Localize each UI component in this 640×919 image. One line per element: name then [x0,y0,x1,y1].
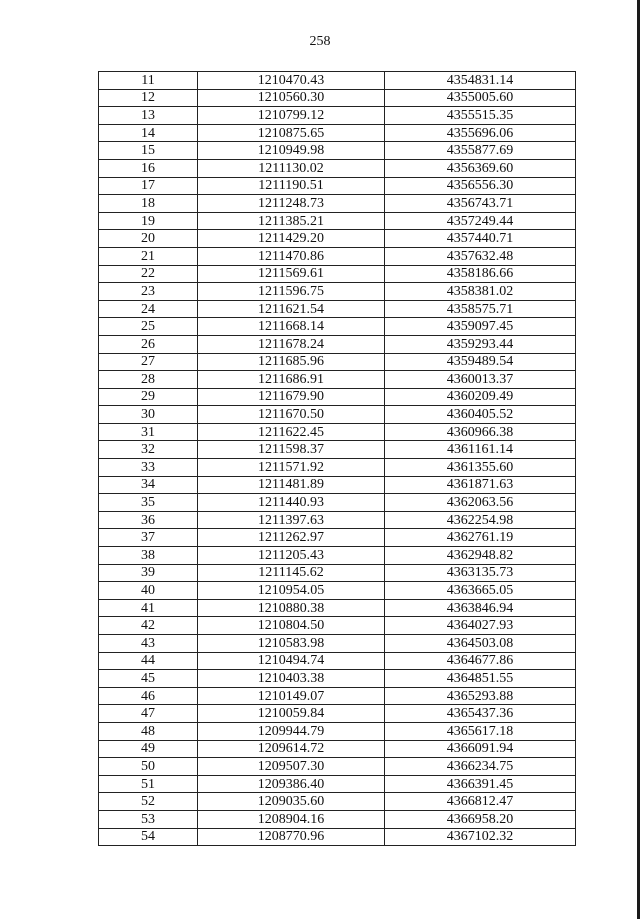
y-coordinate-cell: 4358381.02 [385,283,576,301]
x-coordinate-cell: 1211429.20 [198,230,385,248]
table-row [99,423,576,441]
table-row [99,564,576,582]
table-row [99,353,576,371]
point-number-cell: 52 [99,793,198,811]
table-row [99,459,576,477]
y-coordinate-cell: 4362254.98 [385,511,576,529]
point-number-cell: 19 [99,212,198,230]
y-coordinate-cell: 4357632.48 [385,247,576,265]
y-coordinate-cell: 4355877.69 [385,142,576,160]
x-coordinate-cell: 1211262.97 [198,529,385,547]
point-number-cell: 27 [99,353,198,371]
point-number-cell: 11 [99,72,198,90]
x-coordinate-cell: 1211678.24 [198,335,385,353]
table-row [99,670,576,688]
x-coordinate-cell: 1211130.02 [198,159,385,177]
y-coordinate-cell: 4354831.14 [385,72,576,90]
table-row [99,247,576,265]
point-number-cell: 43 [99,635,198,653]
x-coordinate-cell: 1210949.98 [198,142,385,160]
table-row [99,652,576,670]
x-coordinate-cell: 1211190.51 [198,177,385,195]
x-coordinate-cell: 1211481.89 [198,476,385,494]
table-row [99,740,576,758]
table-row [99,828,576,846]
y-coordinate-cell: 4358186.66 [385,265,576,283]
table-row [99,810,576,828]
point-number-cell: 33 [99,459,198,477]
coordinates-table [98,71,576,846]
y-coordinate-cell: 4363846.94 [385,599,576,617]
point-number-cell: 47 [99,705,198,723]
point-number-cell: 42 [99,617,198,635]
y-coordinate-cell: 4364677.86 [385,652,576,670]
point-number-cell: 49 [99,740,198,758]
x-coordinate-cell: 1210059.84 [198,705,385,723]
table-row [99,494,576,512]
x-coordinate-cell: 1211145.62 [198,564,385,582]
y-coordinate-cell: 4361871.63 [385,476,576,494]
page-number: 258 [309,34,331,49]
y-coordinate-cell: 4360209.49 [385,388,576,406]
x-coordinate-cell: 1211686.91 [198,371,385,389]
x-coordinate-cell: 1210403.38 [198,670,385,688]
y-coordinate-cell: 4366234.75 [385,758,576,776]
table-row [99,335,576,353]
point-number-cell: 29 [99,388,198,406]
x-coordinate-cell: 1208904.16 [198,810,385,828]
table-row [99,476,576,494]
table-row [99,107,576,125]
x-coordinate-cell: 1211668.14 [198,318,385,336]
y-coordinate-cell: 4355005.60 [385,89,576,107]
x-coordinate-cell: 1210494.74 [198,652,385,670]
point-number-cell: 46 [99,687,198,705]
table-row [99,582,576,600]
x-coordinate-cell: 1211679.90 [198,388,385,406]
table-row [99,72,576,90]
point-number-cell: 17 [99,177,198,195]
y-coordinate-cell: 4365617.18 [385,722,576,740]
x-coordinate-cell: 1211598.37 [198,441,385,459]
x-coordinate-cell: 1210875.65 [198,124,385,142]
y-coordinate-cell: 4356556.30 [385,177,576,195]
y-coordinate-cell: 4364503.08 [385,635,576,653]
x-coordinate-cell: 1209614.72 [198,740,385,758]
table-row [99,547,576,565]
coordinates-table-body [99,72,576,846]
point-number-cell: 51 [99,775,198,793]
y-coordinate-cell: 4357249.44 [385,212,576,230]
y-coordinate-cell: 4360405.52 [385,406,576,424]
table-row [99,705,576,723]
x-coordinate-cell: 1209386.40 [198,775,385,793]
y-coordinate-cell: 4361161.14 [385,441,576,459]
table-row [99,388,576,406]
x-coordinate-cell: 1210954.05 [198,582,385,600]
point-number-cell: 25 [99,318,198,336]
table-row [99,230,576,248]
point-number-cell: 53 [99,810,198,828]
y-coordinate-cell: 4361355.60 [385,459,576,477]
point-number-cell: 28 [99,371,198,389]
table-row [99,300,576,318]
table-row [99,318,576,336]
x-coordinate-cell: 1211622.45 [198,423,385,441]
x-coordinate-cell: 1210470.43 [198,72,385,90]
y-coordinate-cell: 4355696.06 [385,124,576,142]
y-coordinate-cell: 4363135.73 [385,564,576,582]
point-number-cell: 54 [99,828,198,846]
x-coordinate-cell: 1209507.30 [198,758,385,776]
point-number-cell: 45 [99,670,198,688]
y-coordinate-cell: 4359489.54 [385,353,576,371]
y-coordinate-cell: 4365437.36 [385,705,576,723]
x-coordinate-cell: 1210880.38 [198,599,385,617]
table-row [99,195,576,213]
point-number-cell: 13 [99,107,198,125]
y-coordinate-cell: 4367102.32 [385,828,576,846]
y-coordinate-cell: 4362063.56 [385,494,576,512]
y-coordinate-cell: 4358575.71 [385,300,576,318]
x-coordinate-cell: 1211621.54 [198,300,385,318]
table-row [99,265,576,283]
point-number-cell: 23 [99,283,198,301]
table-row [99,529,576,547]
table-row [99,406,576,424]
y-coordinate-cell: 4360013.37 [385,371,576,389]
point-number-cell: 38 [99,547,198,565]
x-coordinate-cell: 1210560.30 [198,89,385,107]
x-coordinate-cell: 1211685.96 [198,353,385,371]
point-number-cell: 48 [99,722,198,740]
x-coordinate-cell: 1209944.79 [198,722,385,740]
y-coordinate-cell: 4360966.38 [385,423,576,441]
x-coordinate-cell: 1211670.50 [198,406,385,424]
point-number-cell: 12 [99,89,198,107]
point-number-cell: 40 [99,582,198,600]
table-row [99,775,576,793]
y-coordinate-cell: 4357440.71 [385,230,576,248]
point-number-cell: 21 [99,247,198,265]
x-coordinate-cell: 1210149.07 [198,687,385,705]
y-coordinate-cell: 4366958.20 [385,810,576,828]
y-coordinate-cell: 4359293.44 [385,335,576,353]
table-row [99,159,576,177]
y-coordinate-cell: 4366812.47 [385,793,576,811]
point-number-cell: 22 [99,265,198,283]
x-coordinate-cell: 1211569.61 [198,265,385,283]
table-row [99,371,576,389]
y-coordinate-cell: 4355515.35 [385,107,576,125]
table-row [99,511,576,529]
table-row [99,177,576,195]
y-coordinate-cell: 4366391.45 [385,775,576,793]
table-row [99,793,576,811]
x-coordinate-cell: 1209035.60 [198,793,385,811]
x-coordinate-cell: 1210799.12 [198,107,385,125]
table-row [99,758,576,776]
point-number-cell: 31 [99,423,198,441]
point-number-cell: 18 [99,195,198,213]
table-row [99,142,576,160]
point-number-cell: 30 [99,406,198,424]
table-row [99,687,576,705]
point-number-cell: 50 [99,758,198,776]
point-number-cell: 16 [99,159,198,177]
point-number-cell: 35 [99,494,198,512]
point-number-cell: 20 [99,230,198,248]
point-number-cell: 14 [99,124,198,142]
table-row [99,617,576,635]
x-coordinate-cell: 1211470.86 [198,247,385,265]
table-row [99,722,576,740]
y-coordinate-cell: 4365293.88 [385,687,576,705]
y-coordinate-cell: 4364027.93 [385,617,576,635]
x-coordinate-cell: 1210583.98 [198,635,385,653]
x-coordinate-cell: 1208770.96 [198,828,385,846]
x-coordinate-cell: 1211571.92 [198,459,385,477]
point-number-cell: 34 [99,476,198,494]
x-coordinate-cell: 1211205.43 [198,547,385,565]
x-coordinate-cell: 1211596.75 [198,283,385,301]
y-coordinate-cell: 4362948.82 [385,547,576,565]
table-row [99,212,576,230]
point-number-cell: 24 [99,300,198,318]
table-row [99,635,576,653]
y-coordinate-cell: 4363665.05 [385,582,576,600]
y-coordinate-cell: 4362761.19 [385,529,576,547]
x-coordinate-cell: 1210804.50 [198,617,385,635]
point-number-cell: 32 [99,441,198,459]
point-number-cell: 37 [99,529,198,547]
x-coordinate-cell: 1211385.21 [198,212,385,230]
table-row [99,441,576,459]
table-row [99,283,576,301]
point-number-cell: 26 [99,335,198,353]
y-coordinate-cell: 4364851.55 [385,670,576,688]
point-number-cell: 36 [99,511,198,529]
y-coordinate-cell: 4356369.60 [385,159,576,177]
point-number-cell: 44 [99,652,198,670]
y-coordinate-cell: 4359097.45 [385,318,576,336]
table-row [99,599,576,617]
table-row [99,89,576,107]
point-number-cell: 39 [99,564,198,582]
point-number-cell: 41 [99,599,198,617]
x-coordinate-cell: 1211440.93 [198,494,385,512]
x-coordinate-cell: 1211397.63 [198,511,385,529]
point-number-cell: 15 [99,142,198,160]
x-coordinate-cell: 1211248.73 [198,195,385,213]
y-coordinate-cell: 4366091.94 [385,740,576,758]
table-row [99,124,576,142]
y-coordinate-cell: 4356743.71 [385,195,576,213]
